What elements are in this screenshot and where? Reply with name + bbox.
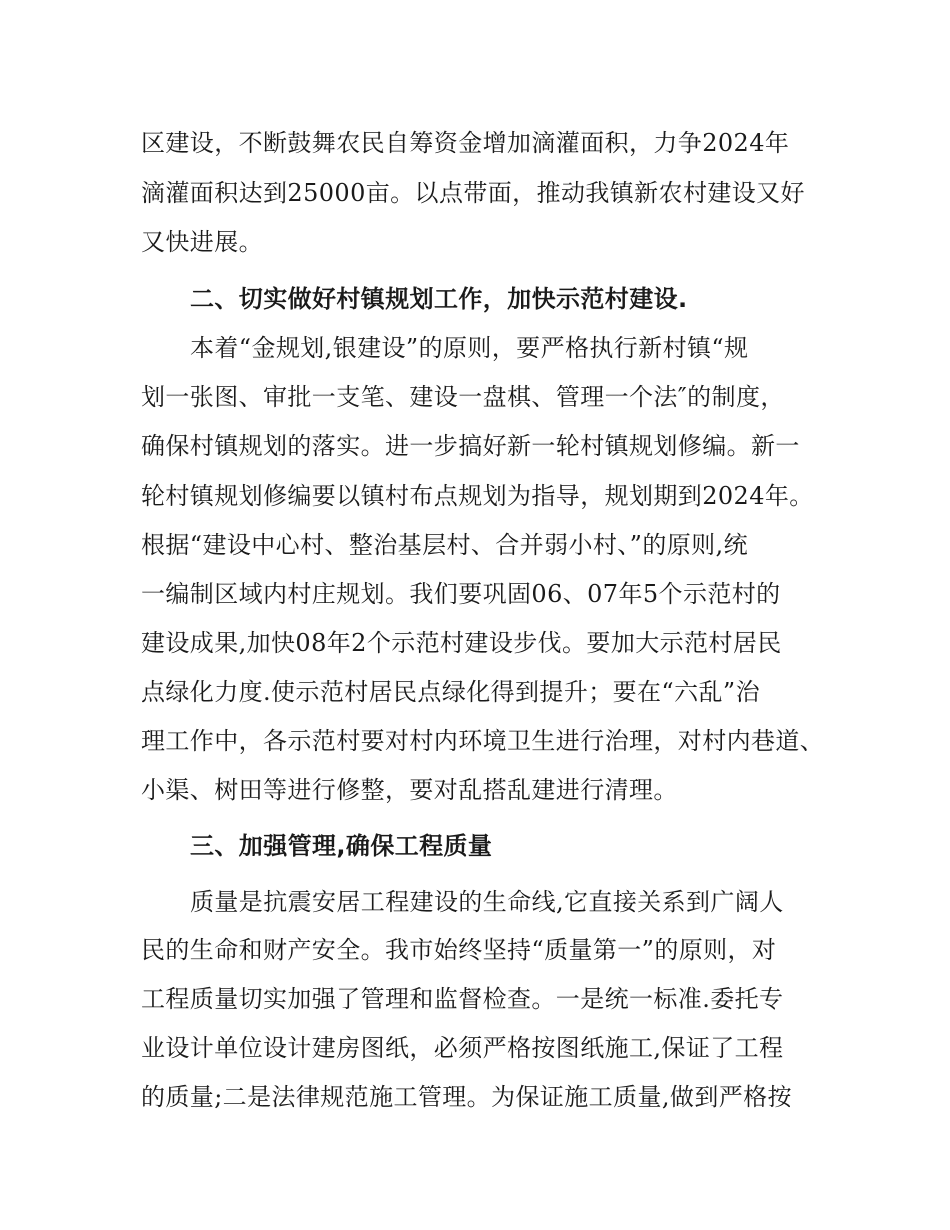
text-line: 质量是抗震安居工程建设的生命线,它直接关系到广阔人 <box>190 888 784 916</box>
text-line: 的质量;二是法律规范施工管理。为保证施工质量,做到严格按 <box>141 1083 792 1111</box>
text-line: 业设计单位设计建房图纸，必须严格按图纸施工,保证了工程 <box>141 1034 784 1062</box>
text-line: 小渠、树田等进行修整，要对乱搭乱建进行清理。 <box>141 776 678 804</box>
text-line: 工程质量切实加强了管理和监督检查。一是统一标准.委托专 <box>141 985 784 1013</box>
text-line: 点绿化力度.使示范村居民点绿化得到提升；要在“六乱”治 <box>141 678 760 706</box>
text-line: 区建设，不断鼓舞农民自筹资金增加滴灌面积，力争2024年 <box>141 129 790 157</box>
text-line: 又快进展。 <box>141 228 263 256</box>
text-line: 根据“建设中心村、整治基层村、合并弱小村、”的原则,统 <box>141 531 748 559</box>
text-line: 理工作中，各示范村要对村内环境卫生进行治理，对村内巷道、 <box>141 727 825 755</box>
text-line: 本着“金规划,银建设”的原则，要严格执行新村镇“规 <box>190 334 749 362</box>
text-line: 确保村镇规划的落实。进一步搞好新一轮村镇规划修编。新一 <box>141 432 800 460</box>
text-line: 轮村镇规划修编要以镇村布点规划为指导，规划期到2024年。 <box>141 482 814 510</box>
section-heading: 三、加强管理,确保工程质量 <box>190 832 493 860</box>
text-line: 滴灌面积达到25000亩。以点带面，推动我镇新农村建设又好 <box>141 179 805 207</box>
text-line: 民的生命和财产安全。我市始终坚持“质量第一”的原则，对 <box>141 936 777 964</box>
text-line: 划一张图、审批一支笔、建设一盘棋、管理一个法″的制度， <box>141 383 785 411</box>
text-line: 一编制区域内村庄规划。我们要巩固06、07年5个示范村的 <box>141 580 781 608</box>
text-line: 建设成果,加快08年2个示范村建设步伐。要加大示范村居民 <box>141 629 782 657</box>
section-heading: 二、切实做好村镇规划工作，加快示范村建设. <box>190 285 688 313</box>
